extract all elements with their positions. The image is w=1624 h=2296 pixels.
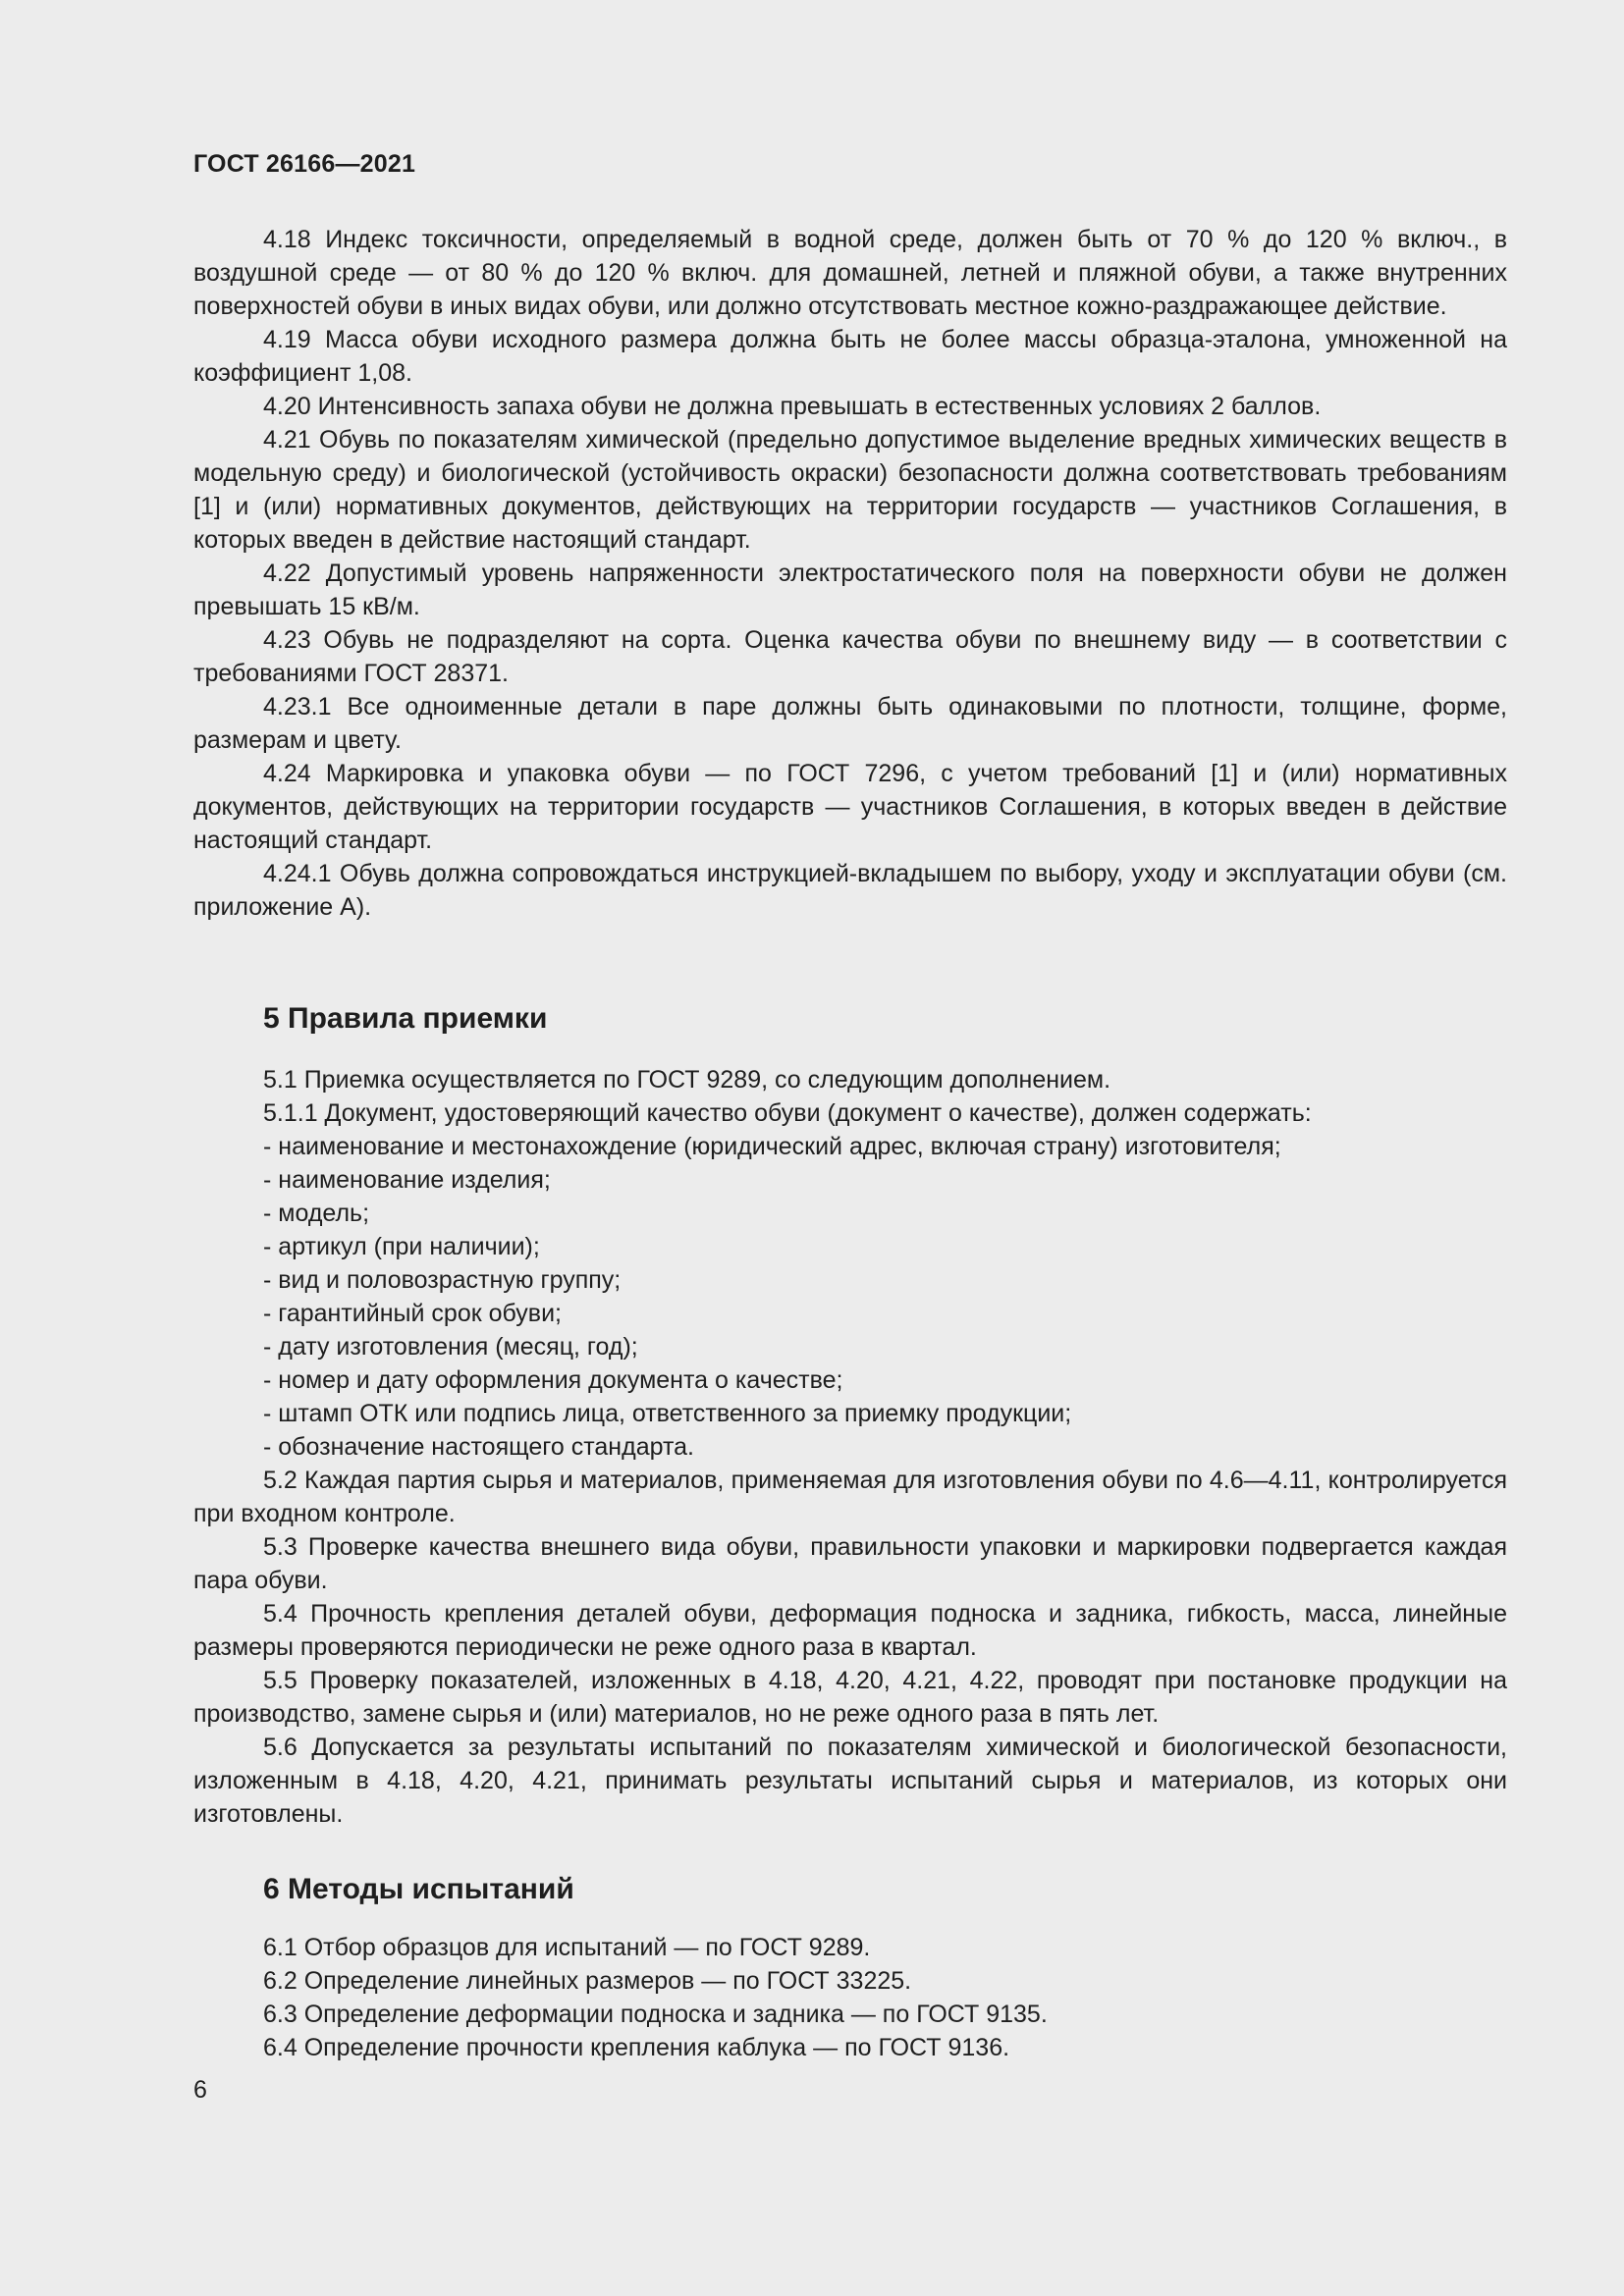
clause-5-2: 5.2 Каждая партия сырья и материалов, применяемая для изготовления обуви по 4.6—4.11, контролируется при входном контроле. (193, 1467, 1507, 1527)
list-item: - наименование и местонахождение (юридический адрес, включая страну) изготовителя; (263, 1133, 1281, 1160)
clause-6-3: 6.3 Определение деформации подноска и задника — по ГОСТ 9135. (263, 2001, 1048, 2028)
clause-4-24: 4.24 Маркировка и упаковка обуви — по ГОСТ 7296, с учетом требований [1] и (или) нормативных документов, действующих на территории государств — участников Соглашения, в которых введен в действие настоящий стандарт. (193, 760, 1507, 854)
section-5-title: 5 Правила приемки (263, 1002, 548, 1035)
clause-6-1: 6.1 Отбор образцов для испытаний — по ГОСТ 9289. (263, 1934, 871, 1961)
clause-6-2: 6.2 Определение линейных размеров — по ГОСТ 33225. (263, 1967, 912, 1995)
clause-6-4: 6.4 Определение прочности крепления каблука — по ГОСТ 9136. (263, 2034, 1010, 2061)
clause-4-24-1: 4.24.1 Обувь должна сопровождаться инструкцией-вкладышем по выбору, уходу и эксплуатации обуви (см. приложение А). (193, 860, 1507, 921)
section-4-body (193, 223, 1507, 924)
list-item: - дату изготовления (месяц, год); (263, 1333, 638, 1361)
clause-5-4: 5.4 Прочность крепления деталей обуви, деформация подноска и задника, гибкость, масса, линейные размеры проверяются периодически не реже одного раза в квартал. (193, 1600, 1507, 1661)
section-5-body (193, 1063, 1507, 1831)
document-header: ГОСТ 26166—2021 (193, 150, 416, 178)
section-6-title: 6 Методы испытаний (263, 1873, 574, 1905)
list-item: - гарантийный срок обуви; (263, 1300, 562, 1327)
list-item: - номер и дату оформления документа о качестве; (263, 1366, 843, 1394)
section-6-body (193, 1931, 1507, 2064)
clause-5-5: 5.5 Проверку показателей, изложенных в 4.18, 4.20, 4.21, 4.22, проводят при постановке продукции на производство, замене сырья и (или) материалов, но не реже одного раза в пять лет. (193, 1667, 1507, 1728)
clause-4-19: 4.19 Масса обуви исходного размера должна быть не более массы образца-эталона, умноженной на коэффициент 1,08. (193, 326, 1507, 387)
list-item: - модель; (263, 1200, 370, 1227)
list-item: - обозначение настоящего стандарта. (263, 1433, 694, 1461)
page-number: 6 (193, 2076, 207, 2104)
list-item: - наименование изделия; (263, 1166, 551, 1194)
clause-4-23-1: 4.23.1 Все одноименные детали в паре должны быть одинаковыми по плотности, толщине, форме, размерам и цвету. (193, 693, 1507, 754)
clause-5-1: 5.1 Приемка осуществляется по ГОСТ 9289, со следующим дополнением. (263, 1066, 1111, 1094)
clause-5-1-1: 5.1.1 Документ, удостоверяющий качество обуви (документ о качестве), должен содержать: (263, 1099, 1312, 1127)
list-item: - штамп ОТК или подпись лица, ответственного за приемку продукции; (263, 1400, 1072, 1427)
clause-4-23: 4.23 Обувь не подразделяют на сорта. Оценка качества обуви по внешнему виду — в соответствии с требованиями ГОСТ 28371. (193, 626, 1507, 687)
list-item: - артикул (при наличии); (263, 1233, 540, 1260)
clause-4-21: 4.21 Обувь по показателям химической (предельно допустимое выделение вредных химических веществ в модельную среду) и биологической (устойчивость окраски) безопасности должна соответствовать требованиям [1] и (или) нормативных документов, действующих на территории государств — участников Соглашения, в которых введен в действие настоящий стандарт. (193, 426, 1507, 554)
clause-5-3: 5.3 Проверке качества внешнего вида обуви, правильности упаковки и маркировки подвергается каждая пара обуви. (193, 1533, 1507, 1594)
clause-5-6: 5.6 Допускается за результаты испытаний по показателям химической и биологической безопасности, изложенным в 4.18, 4.20, 4.21, принимать результаты испытаний сырья и материалов, из которых они изготовлены. (193, 1734, 1507, 1828)
clause-4-18: 4.18 Индекс токсичности, определяемый в водной среде, должен быть от 70 % до 120 % включ., в воздушной среде — от 80 % до 120 % включ. для домашней, летней и пляжной обуви, а также внутренних поверхностей обуви в иных видах обуви, или должно отсутствовать местное кожно-раздражающее действие. (193, 226, 1507, 320)
list-item: - вид и половозрастную группу; (263, 1266, 622, 1294)
clause-4-20: 4.20 Интенсивность запаха обуви не должна превышать в естественных условиях 2 баллов. (263, 393, 1322, 420)
clause-4-22: 4.22 Допустимый уровень напряженности электростатического поля на поверхности обуви не должен превышать 15 кВ/м. (193, 560, 1507, 620)
